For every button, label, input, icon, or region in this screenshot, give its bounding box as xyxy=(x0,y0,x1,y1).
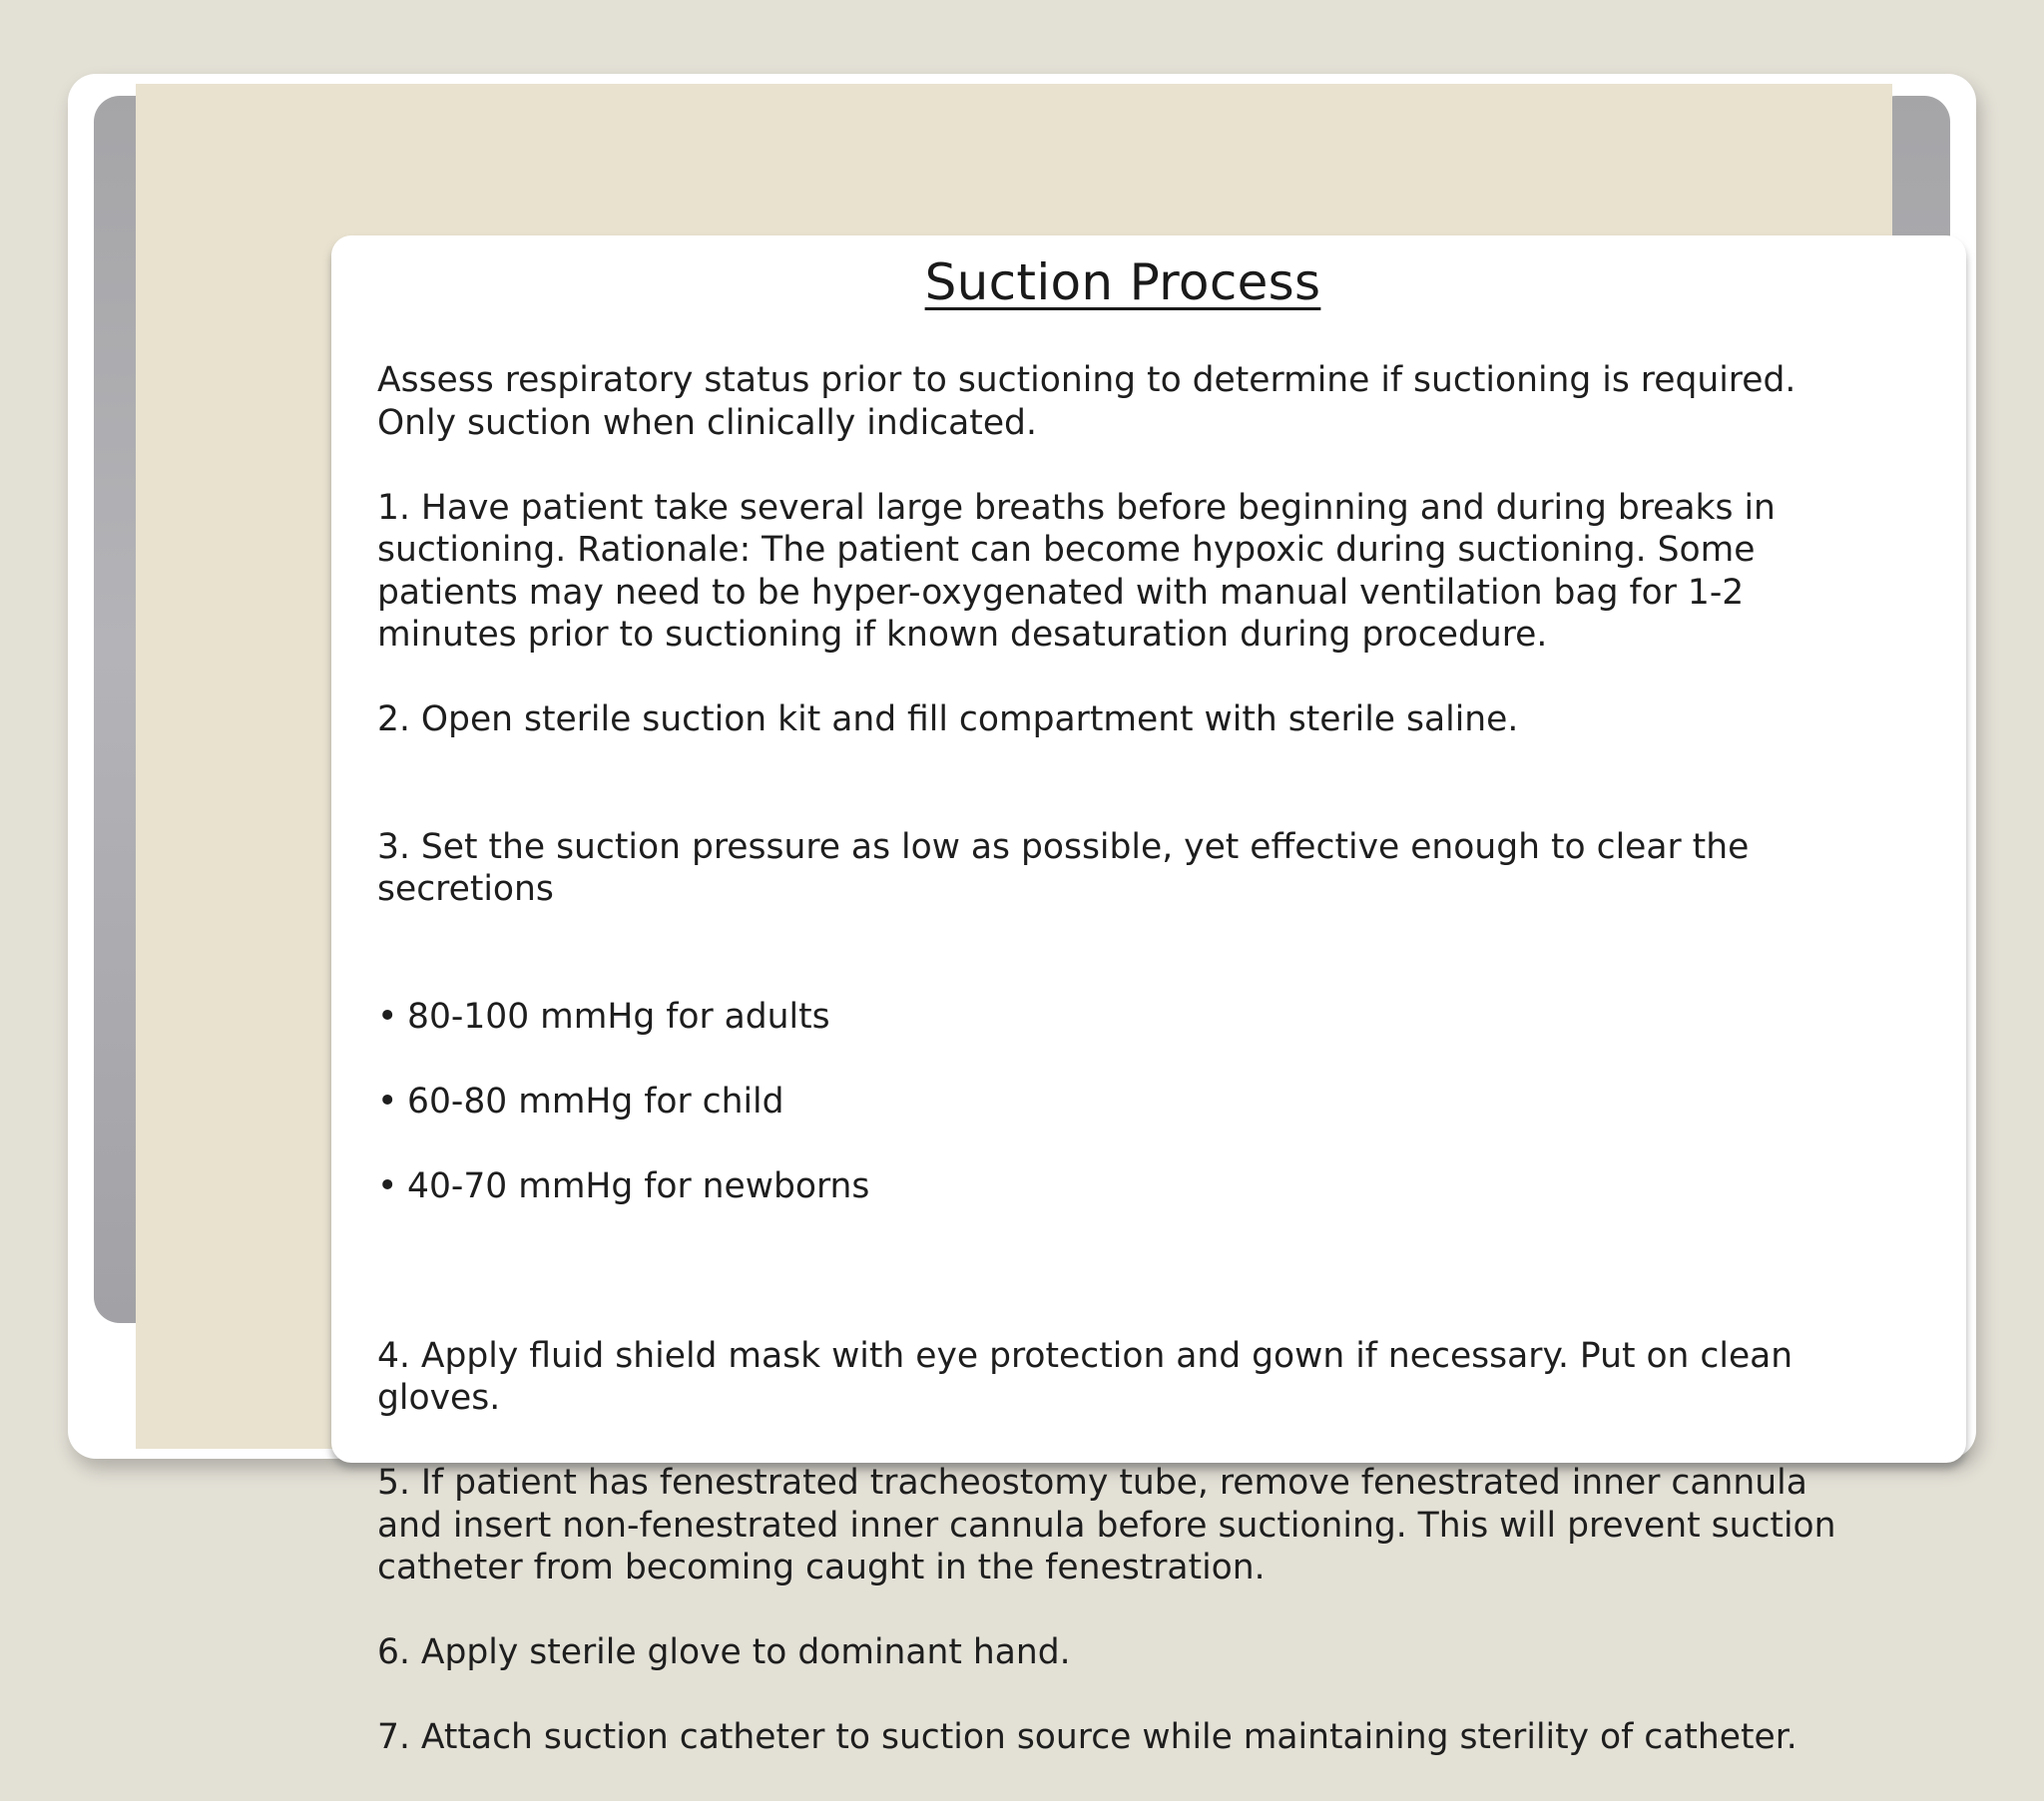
document-body xyxy=(377,359,1934,1801)
image-panel xyxy=(136,84,1892,1757)
intro-paragraph: Assess respiratory status prior to suctioning to determine if suctioning is required. Only suction when clinically indicated. xyxy=(377,360,1796,443)
step-1: 1. Have patient take several large breaths before beginning and during breaks in suctioning. Rationale: The patient can become hypoxic during suctioning. Some patients may need to be hyper-oxygenated with manual ventilation bag for 1-2 minutes prior to suctioning if known desaturation during procedure. xyxy=(377,487,1776,655)
step-3: 3. Set the suction pressure as low as possible, yet effective enough to clear the secretions xyxy=(377,826,1750,909)
step-2: 2. Open sterile suction kit and fill compartment with sterile saline. xyxy=(377,699,1519,739)
pressure-item-newborns: • 40-70 mmHg for newborns xyxy=(377,1165,1934,1208)
step-6: 6. Apply sterile glove to dominant hand. xyxy=(377,1632,1071,1672)
step-5: 5. If patient has fenestrated tracheostomy tube, remove fenestrated inner cannula and insert non-fenestrated inner cannula before suctioning. This will prevent suction catheter from becoming caught in the fenestration. xyxy=(377,1463,1836,1587)
pressure-item-adults: • 80-100 mmHg for adults xyxy=(377,996,1934,1039)
step-7: 7. Attach suction catheter to suction source while maintaining sterility of catheter. xyxy=(377,1717,1797,1757)
step-4: 4. Apply fluid shield mask with eye protection and gown if necessary. Put on clean gloves. xyxy=(377,1335,1793,1418)
pressure-item-child: • 60-80 mmHg for child xyxy=(377,1081,1934,1124)
document-title: Suction Process xyxy=(924,253,1321,311)
pressure-list xyxy=(377,953,1934,1250)
step-3-block xyxy=(377,783,1934,1292)
document-card xyxy=(331,235,1966,1757)
